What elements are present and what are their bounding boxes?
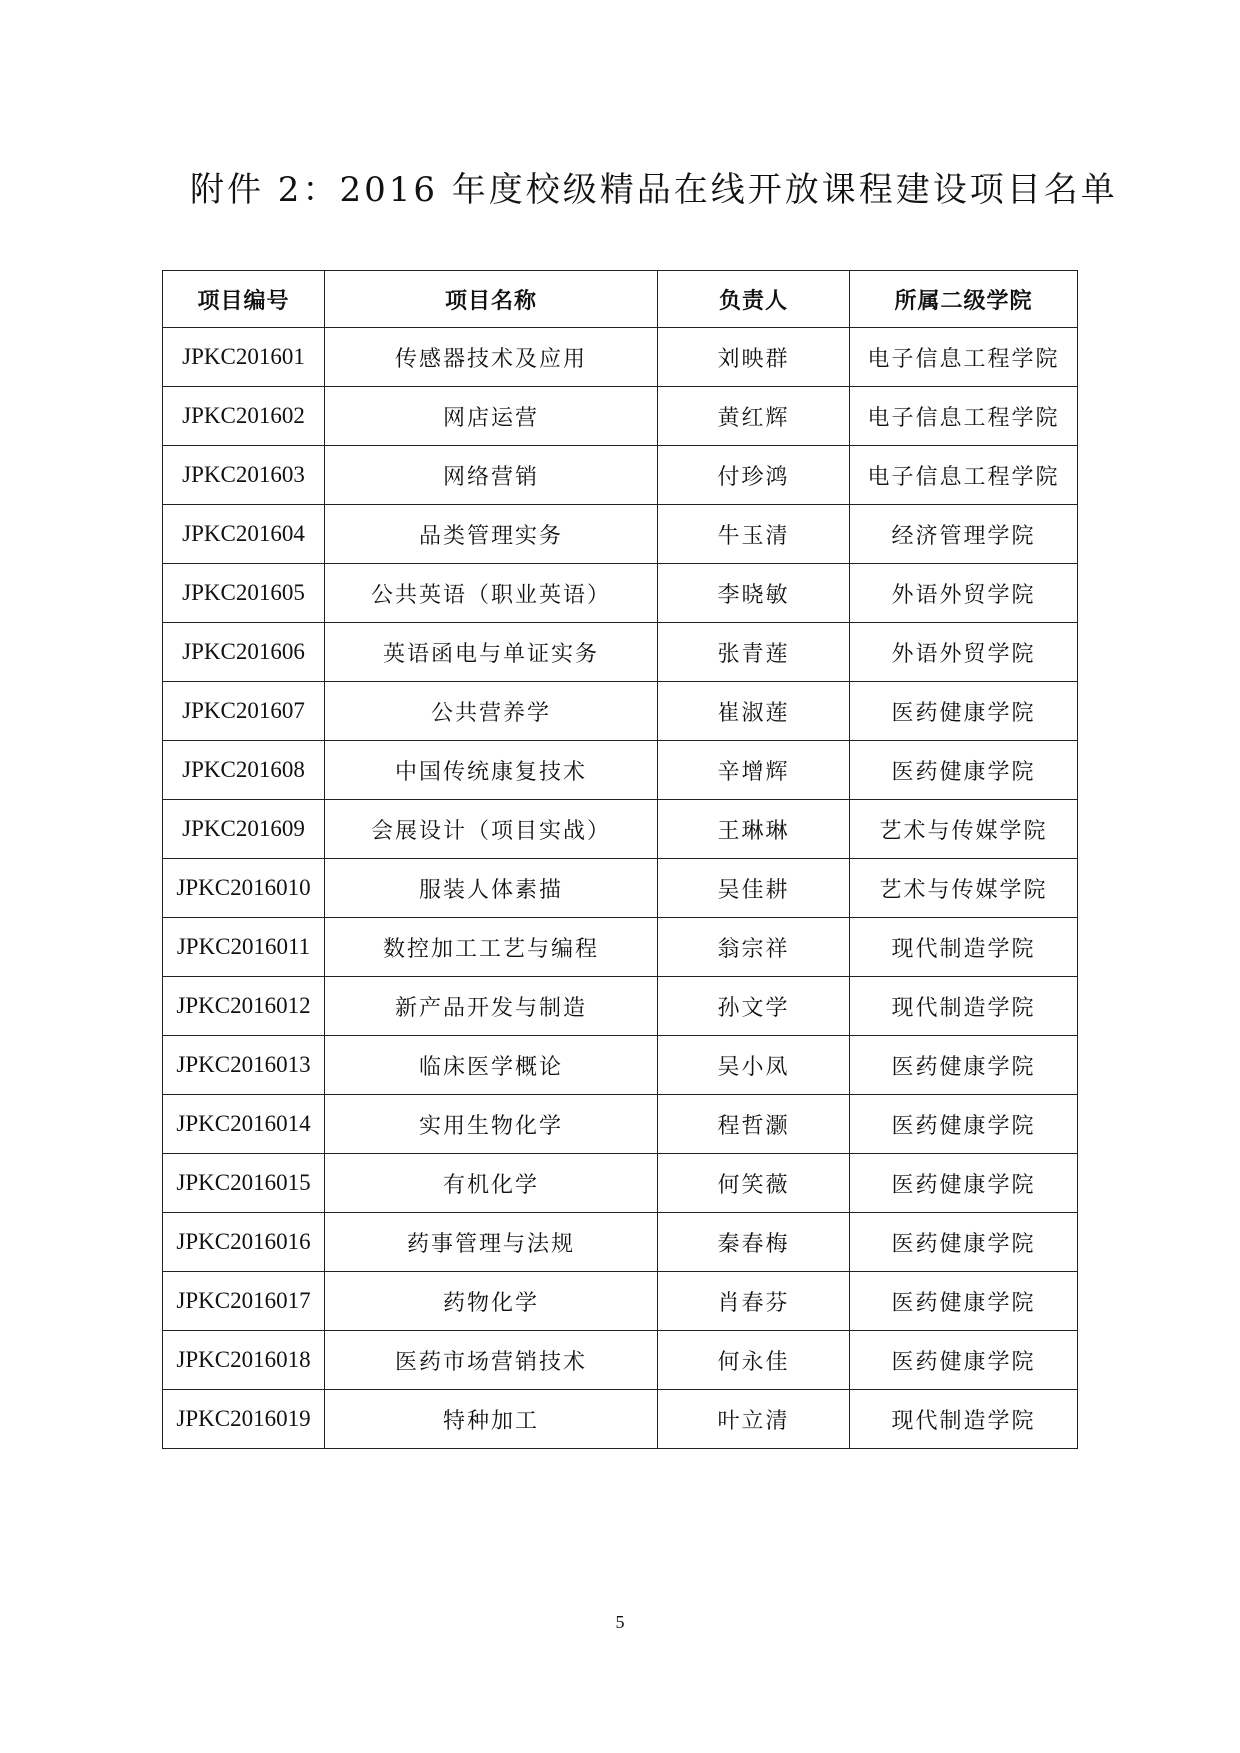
- project-college: 医药健康学院: [850, 741, 1078, 800]
- project-college: 现代制造学院: [850, 918, 1078, 977]
- project-name: 医药市场营销技术: [325, 1331, 658, 1390]
- project-name: 药物化学: [325, 1272, 658, 1331]
- project-college: 医药健康学院: [850, 1154, 1078, 1213]
- page-title: 附件 2：2016 年度校级精品在线开放课程建设项目名单: [190, 170, 1118, 210]
- project-name: 特种加工: [325, 1390, 658, 1449]
- project-college: 医药健康学院: [850, 1272, 1078, 1331]
- table-row: [163, 1095, 1078, 1154]
- table-row: [163, 1036, 1078, 1095]
- project-leader: 程哲灏: [658, 1095, 850, 1154]
- project-name: 服装人体素描: [325, 859, 658, 918]
- table-row: [163, 446, 1078, 505]
- project-leader: 叶立清: [658, 1390, 850, 1449]
- table-header-row: [163, 271, 1078, 328]
- project-leader: 肖春芬: [658, 1272, 850, 1331]
- project-leader: 孙文学: [658, 977, 850, 1036]
- project-code: JPKC201609: [163, 800, 325, 859]
- project-code: JPKC201605: [163, 564, 325, 623]
- project-code: JPKC201603: [163, 446, 325, 505]
- project-college: 医药健康学院: [850, 1095, 1078, 1154]
- project-name: 英语函电与单证实务: [325, 623, 658, 682]
- project-leader: 牛玉清: [658, 505, 850, 564]
- project-name: 网店运营: [325, 387, 658, 446]
- project-name: 有机化学: [325, 1154, 658, 1213]
- project-code: JPKC2016018: [163, 1331, 325, 1390]
- project-name: 新产品开发与制造: [325, 977, 658, 1036]
- project-leader: 吴小凤: [658, 1036, 850, 1095]
- table-row: [163, 1272, 1078, 1331]
- project-code: JPKC201604: [163, 505, 325, 564]
- project-name: 网络营销: [325, 446, 658, 505]
- project-name: 传感器技术及应用: [325, 328, 658, 387]
- header-leader: 负责人: [658, 271, 850, 328]
- project-college: 电子信息工程学院: [850, 446, 1078, 505]
- table-row: [163, 1390, 1078, 1449]
- project-college: 医药健康学院: [850, 1036, 1078, 1095]
- header-project-name: 项目名称: [325, 271, 658, 328]
- project-college: 电子信息工程学院: [850, 328, 1078, 387]
- project-leader: 付珍鸿: [658, 446, 850, 505]
- project-college: 现代制造学院: [850, 977, 1078, 1036]
- project-leader: 王琳琳: [658, 800, 850, 859]
- project-name: 实用生物化学: [325, 1095, 658, 1154]
- project-leader: 秦春梅: [658, 1213, 850, 1272]
- project-leader: 崔淑莲: [658, 682, 850, 741]
- header-project-code: 项目编号: [163, 271, 325, 328]
- project-name: 中国传统康复技术: [325, 741, 658, 800]
- project-leader: 刘映群: [658, 328, 850, 387]
- project-code: JPKC2016012: [163, 977, 325, 1036]
- project-college: 医药健康学院: [850, 1213, 1078, 1272]
- project-code: JPKC201602: [163, 387, 325, 446]
- project-code: JPKC201606: [163, 623, 325, 682]
- project-college: 医药健康学院: [850, 682, 1078, 741]
- project-leader: 何笑薇: [658, 1154, 850, 1213]
- project-college: 经济管理学院: [850, 505, 1078, 564]
- project-name: 公共营养学: [325, 682, 658, 741]
- project-leader: 张青莲: [658, 623, 850, 682]
- table-row: [163, 859, 1078, 918]
- table-row: [163, 918, 1078, 977]
- project-leader: 翁宗祥: [658, 918, 850, 977]
- project-college: 医药健康学院: [850, 1331, 1078, 1390]
- project-college: 外语外贸学院: [850, 564, 1078, 623]
- project-code: JPKC2016017: [163, 1272, 325, 1331]
- project-table: [162, 270, 1078, 1449]
- project-college: 外语外贸学院: [850, 623, 1078, 682]
- project-leader: 吴佳耕: [658, 859, 850, 918]
- header-college: 所属二级学院: [850, 271, 1078, 328]
- project-college: 电子信息工程学院: [850, 387, 1078, 446]
- project-name: 药事管理与法规: [325, 1213, 658, 1272]
- table-row: [163, 387, 1078, 446]
- project-code: JPKC2016019: [163, 1390, 325, 1449]
- project-leader: 辛增辉: [658, 741, 850, 800]
- table-row: [163, 328, 1078, 387]
- project-name: 数控加工工艺与编程: [325, 918, 658, 977]
- table-row: [163, 682, 1078, 741]
- project-leader: 李晓敏: [658, 564, 850, 623]
- project-code: JPKC2016015: [163, 1154, 325, 1213]
- table-row: [163, 800, 1078, 859]
- project-code: JPKC2016010: [163, 859, 325, 918]
- project-college: 艺术与传媒学院: [850, 859, 1078, 918]
- project-name: 临床医学概论: [325, 1036, 658, 1095]
- table-row: [163, 1154, 1078, 1213]
- project-code: JPKC201601: [163, 328, 325, 387]
- project-name: 品类管理实务: [325, 505, 658, 564]
- project-name: 会展设计（项目实战）: [325, 800, 658, 859]
- table-row: [163, 741, 1078, 800]
- project-code: JPKC2016016: [163, 1213, 325, 1272]
- project-name: 公共英语（职业英语）: [325, 564, 658, 623]
- project-code: JPKC201607: [163, 682, 325, 741]
- table-row: [163, 623, 1078, 682]
- project-code: JPKC201608: [163, 741, 325, 800]
- table-row: [163, 505, 1078, 564]
- table-row: [163, 1213, 1078, 1272]
- project-code: JPKC2016014: [163, 1095, 325, 1154]
- table-row: [163, 1331, 1078, 1390]
- page-number: 5: [615, 1612, 625, 1632]
- project-college: 艺术与传媒学院: [850, 800, 1078, 859]
- project-code: JPKC2016013: [163, 1036, 325, 1095]
- project-college: 现代制造学院: [850, 1390, 1078, 1449]
- table-row: [163, 977, 1078, 1036]
- project-leader: 黄红辉: [658, 387, 850, 446]
- project-leader: 何永佳: [658, 1331, 850, 1390]
- table-row: [163, 564, 1078, 623]
- project-code: JPKC2016011: [163, 918, 325, 977]
